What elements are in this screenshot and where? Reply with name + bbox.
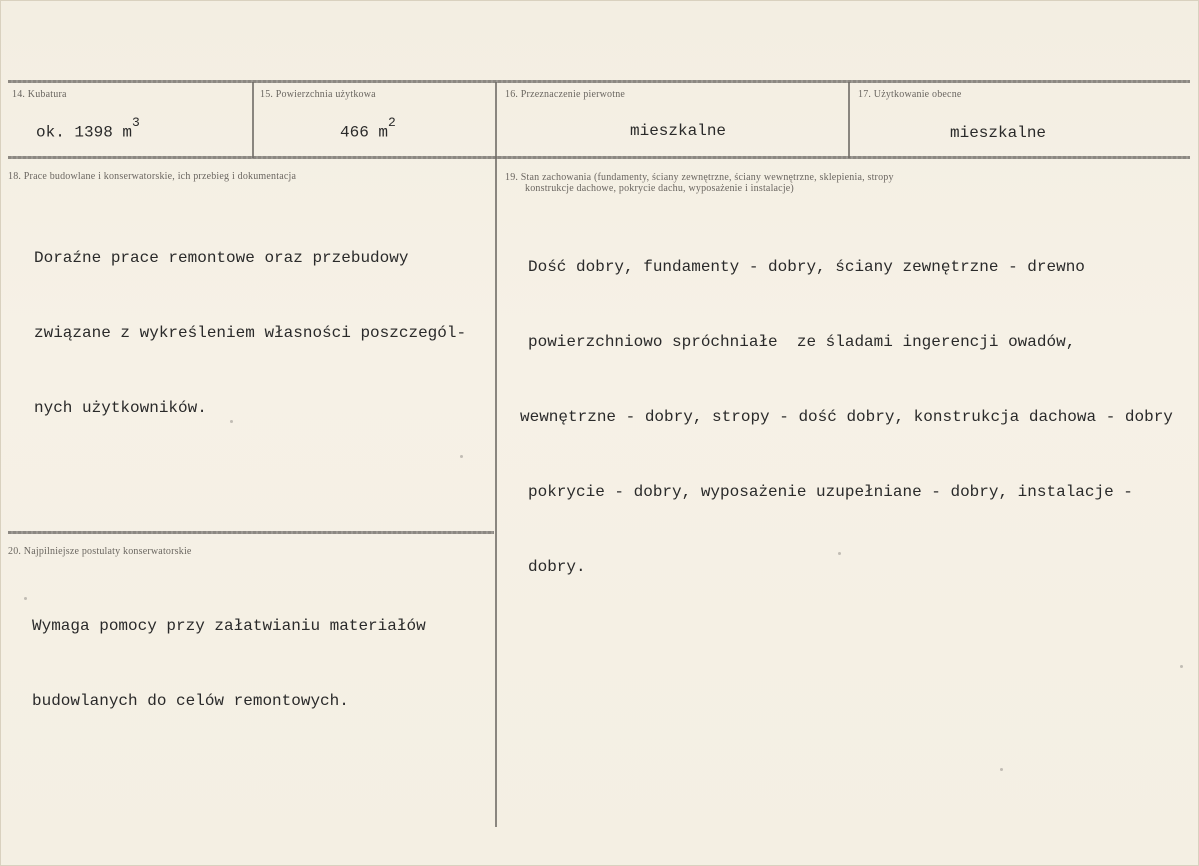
field-20-label: 20. Najpilniejsze postulaty konserwatorskie [8, 546, 192, 557]
field-14-unit-sup: 3 [132, 115, 140, 130]
middle-rule [8, 156, 1190, 159]
field-16-value: mieszkalne [630, 122, 727, 140]
field-18-text [34, 196, 466, 471]
field-15-label: 15. Powierzchnia użytkowa [260, 89, 376, 100]
paper-speck [1180, 665, 1183, 668]
field-18-line: związane z wykreśleniem własności poszczegól- [34, 324, 467, 342]
paper-speck [460, 455, 463, 458]
field-19-line: wewnętrzne - dobry, stropy - dość dobry, konstrukcja dachowa - dobry [520, 408, 1173, 426]
field-20-text [32, 564, 426, 764]
field-17-value: mieszkalne [950, 124, 1047, 142]
field-18-line: nych użytkowników. [34, 399, 207, 417]
field-15-value-text: 466 m [340, 123, 389, 142]
paper-speck [24, 597, 27, 600]
field-19-line: powierzchniowo spróchniałe ze śladami ingerencji owadów, [528, 333, 1076, 351]
field-19-line: pokrycie - dobry, wyposażenie uzupełniane - dobry, instalacje - [528, 483, 1133, 501]
paper-speck [1000, 768, 1003, 771]
paper-speck [230, 420, 233, 423]
field-19-text [520, 205, 1196, 630]
lower-left-rule [8, 531, 494, 534]
field-19-line: Dość dobry, fundamenty - dobry, ściany zewnętrzne - drewno [528, 258, 1085, 276]
field-19-label-line-1: 19. Stan zachowania (fundamenty, ściany zewnętrzne, ściany wewnętrzne, sklepienia, stropy [505, 172, 894, 183]
field-15-value [340, 115, 396, 142]
top-rule [8, 80, 1190, 83]
field-14-label: 14. Kubatura [12, 89, 67, 100]
field-19-line: dobry. [528, 558, 586, 576]
field-15-unit-sup: 2 [388, 115, 396, 130]
paper-speck [838, 552, 841, 555]
divider-14-15 [252, 82, 254, 158]
field-14-value-text: ok. 1398 m [36, 123, 133, 142]
field-19-label-line-2: konstrukcje dachowe, pokrycie dachu, wyposażenie i instalacje) [525, 183, 794, 194]
field-20-line: Wymaga pomocy przy załatwianiu materiałów [32, 617, 426, 635]
field-18-label: 18. Prace budowlane i konserwatorskie, ich przebieg i dokumentacja [8, 171, 297, 182]
divider-16-17 [848, 82, 850, 158]
field-17-label: 17. Użytkowanie obecne [858, 89, 962, 100]
field-16-label: 16. Przeznaczenie pierwotne [505, 89, 626, 100]
field-14-value [36, 115, 140, 142]
divider-15-16 [495, 82, 497, 827]
field-20-line: budowlanych do celów remontowych. [32, 692, 349, 710]
field-18-line: Doraźne prace remontowe oraz przebudowy [34, 249, 409, 267]
